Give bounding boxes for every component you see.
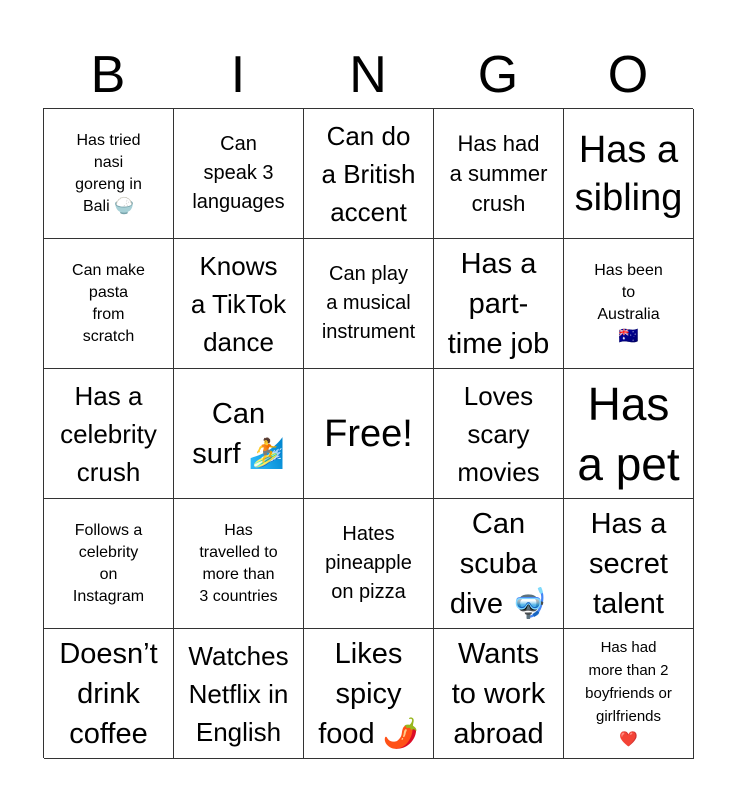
bingo-cell[interactable]: Can do a British accent: [304, 109, 434, 239]
bingo-cell[interactable]: Loves scary movies: [434, 369, 564, 499]
bingo-cell[interactable]: Has a part- time job: [434, 239, 564, 369]
header-letter-i: I: [230, 46, 246, 104]
header-letter-n: N: [349, 46, 387, 104]
bingo-cell[interactable]: Has travelled to more than 3 countries: [174, 499, 304, 629]
bingo-cell[interactable]: Has a pet: [564, 369, 694, 499]
bingo-cell[interactable]: Doesn’t drink coffee: [44, 629, 174, 759]
bingo-cell[interactable]: Watches Netflix in English: [174, 629, 304, 759]
bingo-cell[interactable]: Wants to work abroad: [434, 629, 564, 759]
bingo-cell[interactable]: Has a sibling: [564, 109, 694, 239]
bingo-card-grid: [43, 108, 693, 758]
bingo-cell[interactable]: Has a secret talent: [564, 499, 694, 629]
bingo-cell[interactable]: Has had more than 2 boyfriends or girlfriends ❤️: [564, 629, 694, 759]
bingo-cell[interactable]: Follows a celebrity on Instagram: [44, 499, 174, 629]
free-space-cell[interactable]: Free!: [304, 369, 434, 499]
bingo-cell[interactable]: Hates pineapple on pizza: [304, 499, 434, 629]
bingo-cell[interactable]: Can play a musical instrument: [304, 239, 434, 369]
header-letter-g: G: [477, 46, 519, 104]
bingo-cell[interactable]: Has a celebrity crush: [44, 369, 174, 499]
bingo-cell[interactable]: Knows a TikTok dance: [174, 239, 304, 369]
bingo-cell[interactable]: Has tried nasi goreng in Bali 🍚: [44, 109, 174, 239]
header-letter-o: O: [607, 46, 649, 104]
bingo-header: [43, 40, 693, 110]
bingo-cell[interactable]: Can make pasta from scratch: [44, 239, 174, 369]
bingo-cell[interactable]: Can speak 3 languages: [174, 109, 304, 239]
bingo-cell[interactable]: Has had a summer crush: [434, 109, 564, 239]
bingo-cell[interactable]: Can scuba dive 🤿: [434, 499, 564, 629]
header-letter-b: B: [90, 46, 126, 104]
bingo-cell[interactable]: Can surf 🏄: [174, 369, 304, 499]
bingo-cell[interactable]: Has been to Australia 🇦🇺: [564, 239, 694, 369]
bingo-cell[interactable]: Likes spicy food 🌶️: [304, 629, 434, 759]
